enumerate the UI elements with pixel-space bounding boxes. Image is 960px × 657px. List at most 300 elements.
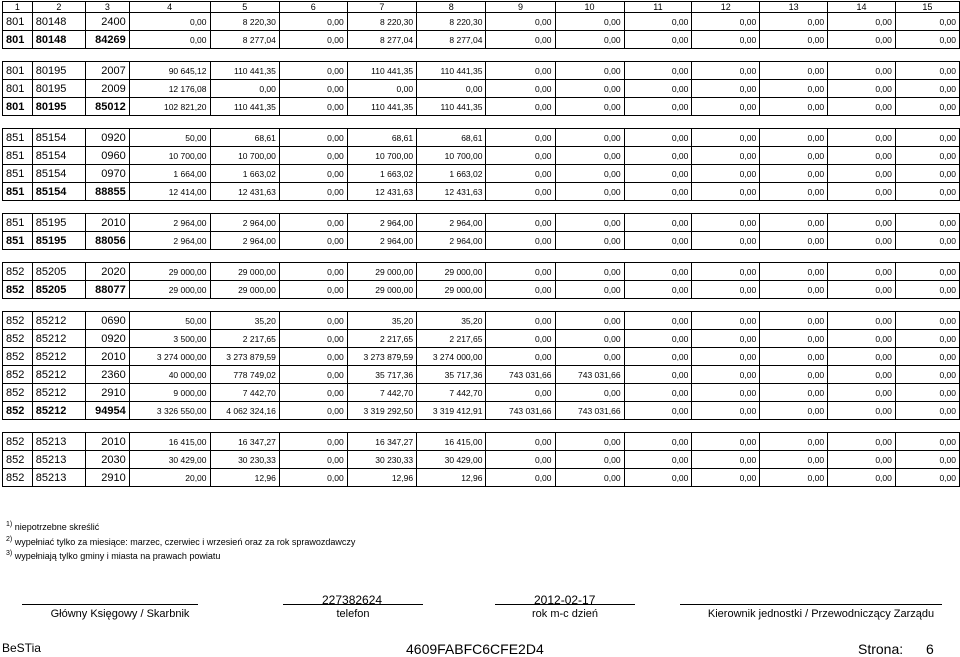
- amount-cell: 0,00: [828, 348, 896, 366]
- code-cell: 2010: [86, 214, 130, 232]
- header-cell: 8: [417, 2, 486, 13]
- amount-cell: 110 441,35: [347, 62, 416, 80]
- amount-cell: 0,00: [486, 31, 555, 49]
- amount-cell: 0,00: [760, 402, 828, 420]
- spacer-cell: [3, 299, 960, 312]
- amount-cell: 0,00: [895, 451, 959, 469]
- code-cell: 851: [3, 147, 33, 165]
- footnote-3: $^{3)}$ wypełniają tylko gminy i miasta na prawach powiatu: [6, 550, 221, 561]
- amount-cell: 0,00: [486, 147, 555, 165]
- amount-cell: 743 031,66: [486, 366, 555, 384]
- amount-cell: 0,00: [486, 98, 555, 116]
- code-cell: 2910: [86, 384, 130, 402]
- code-cell: 88855: [86, 183, 130, 201]
- amount-cell: 0,00: [486, 214, 555, 232]
- amount-cell: 0,00: [624, 433, 692, 451]
- table-row: [3, 469, 960, 487]
- amount-cell: 8 277,04: [210, 31, 279, 49]
- amount-cell: 0,00: [692, 98, 760, 116]
- amount-cell: 2 964,00: [417, 232, 486, 250]
- header-cell: 15: [895, 2, 959, 13]
- amount-cell: 0,00: [692, 348, 760, 366]
- spacer-cell: [3, 201, 960, 214]
- amount-cell: 2 964,00: [210, 232, 279, 250]
- group-spacer: [3, 420, 960, 433]
- amount-cell: 29 000,00: [129, 281, 210, 299]
- spacer-cell: [3, 116, 960, 129]
- page-label: Strona:: [858, 641, 904, 657]
- amount-cell: 35,20: [347, 312, 416, 330]
- amount-cell: 1 664,00: [129, 165, 210, 183]
- amount-cell: 743 031,66: [555, 366, 624, 384]
- amount-cell: 0,00: [624, 469, 692, 487]
- signature-line-head: [680, 604, 942, 605]
- amount-cell: 2 217,65: [210, 330, 279, 348]
- amount-cell: 2 964,00: [347, 214, 416, 232]
- amount-cell: 0,00: [279, 451, 347, 469]
- amount-cell: 0,00: [210, 80, 279, 98]
- code-cell: 85195: [32, 232, 85, 250]
- signature-line-phone: [283, 604, 423, 605]
- amount-cell: 0,00: [624, 402, 692, 420]
- group-spacer: [3, 116, 960, 129]
- amount-cell: 0,00: [828, 469, 896, 487]
- amount-cell: 1 663,02: [347, 165, 416, 183]
- code-cell: 2007: [86, 62, 130, 80]
- amount-cell: 0,00: [279, 366, 347, 384]
- amount-cell: 0,00: [692, 232, 760, 250]
- amount-cell: 2 964,00: [417, 214, 486, 232]
- amount-cell: 0,00: [624, 13, 692, 31]
- amount-cell: 0,00: [279, 80, 347, 98]
- amount-cell: 0,00: [279, 183, 347, 201]
- amount-cell: 90 645,12: [129, 62, 210, 80]
- code-cell: 88056: [86, 232, 130, 250]
- page-number: 6: [926, 641, 934, 657]
- amount-cell: 0,00: [486, 183, 555, 201]
- header-cell: 10: [555, 2, 624, 13]
- amount-cell: 110 441,35: [210, 98, 279, 116]
- table-row: [3, 129, 960, 147]
- amount-cell: 3 274 000,00: [129, 348, 210, 366]
- table-row: [3, 147, 960, 165]
- amount-cell: 12,96: [347, 469, 416, 487]
- amount-cell: 0,00: [692, 451, 760, 469]
- table-row: [3, 165, 960, 183]
- header-cell: 9: [486, 2, 555, 13]
- amount-cell: 0,00: [486, 281, 555, 299]
- amount-cell: 12,96: [210, 469, 279, 487]
- code-cell: 2360: [86, 366, 130, 384]
- amount-cell: 7 442,70: [347, 384, 416, 402]
- amount-cell: 0,00: [555, 62, 624, 80]
- amount-cell: 0,00: [624, 232, 692, 250]
- amount-cell: 0,00: [828, 62, 896, 80]
- amount-cell: 0,00: [486, 451, 555, 469]
- amount-cell: 0,00: [624, 330, 692, 348]
- amount-cell: 0,00: [828, 147, 896, 165]
- amount-cell: 0,00: [279, 31, 347, 49]
- amount-cell: 0,00: [895, 129, 959, 147]
- amount-cell: 0,00: [760, 165, 828, 183]
- amount-cell: 35 717,36: [347, 366, 416, 384]
- amount-cell: 0,00: [692, 281, 760, 299]
- amount-cell: 29 000,00: [417, 263, 486, 281]
- table-row: [3, 263, 960, 281]
- amount-cell: 0,00: [760, 469, 828, 487]
- amount-cell: 0,00: [895, 433, 959, 451]
- code-cell: 2010: [86, 433, 130, 451]
- amount-cell: 0,00: [760, 433, 828, 451]
- code-cell: 85154: [32, 129, 85, 147]
- amount-cell: 0,00: [895, 147, 959, 165]
- header-cell: 3: [86, 2, 130, 13]
- amount-cell: 0,00: [828, 263, 896, 281]
- amount-cell: 0,00: [486, 469, 555, 487]
- head-label: Kierownik jednostki / Przewodniczący Zarządu: [707, 608, 935, 620]
- amount-cell: 0,00: [692, 402, 760, 420]
- amount-cell: 110 441,35: [417, 62, 486, 80]
- amount-cell: 12 431,63: [210, 183, 279, 201]
- amount-cell: 0,00: [279, 232, 347, 250]
- amount-cell: 0,00: [828, 232, 896, 250]
- code-cell: 852: [3, 330, 33, 348]
- code-cell: 85195: [32, 214, 85, 232]
- amount-cell: 0,00: [555, 98, 624, 116]
- amount-cell: 3 274 000,00: [417, 348, 486, 366]
- header-cell: 11: [624, 2, 692, 13]
- spacer-cell: [3, 420, 960, 433]
- table-row: [3, 330, 960, 348]
- amount-cell: 0,00: [692, 214, 760, 232]
- amount-cell: 0,00: [486, 129, 555, 147]
- amount-cell: 0,00: [279, 98, 347, 116]
- amount-cell: 0,00: [828, 183, 896, 201]
- amount-cell: 0,00: [760, 80, 828, 98]
- code-cell: 801: [3, 62, 33, 80]
- amount-cell: 7 442,70: [417, 384, 486, 402]
- amount-cell: 0,00: [692, 13, 760, 31]
- amount-cell: 68,61: [347, 129, 416, 147]
- code-cell: 85154: [32, 183, 85, 201]
- amount-cell: 0,00: [895, 330, 959, 348]
- code-cell: 852: [3, 384, 33, 402]
- amount-cell: 0,00: [555, 183, 624, 201]
- code-cell: 2010: [86, 348, 130, 366]
- amount-cell: 0,00: [760, 98, 828, 116]
- amount-cell: 0,00: [895, 165, 959, 183]
- amount-cell: 0,00: [760, 312, 828, 330]
- footnotes: [6, 519, 355, 563]
- amount-cell: 0,00: [692, 31, 760, 49]
- amount-cell: 0,00: [692, 384, 760, 402]
- amount-cell: 0,00: [828, 384, 896, 402]
- code-cell: 852: [3, 312, 33, 330]
- code-cell: 0920: [86, 129, 130, 147]
- amount-cell: 0,00: [279, 348, 347, 366]
- amount-cell: 12 431,63: [347, 183, 416, 201]
- code-cell: 0960: [86, 147, 130, 165]
- amount-cell: 0,00: [555, 165, 624, 183]
- amount-cell: 0,00: [760, 348, 828, 366]
- code-cell: 851: [3, 232, 33, 250]
- code-cell: 0690: [86, 312, 130, 330]
- table-row: [3, 366, 960, 384]
- amount-cell: 0,00: [692, 433, 760, 451]
- amount-cell: 0,00: [486, 312, 555, 330]
- group-spacer: [3, 299, 960, 312]
- code-cell: 801: [3, 13, 33, 31]
- amount-cell: 1 663,02: [417, 165, 486, 183]
- table-row: [3, 62, 960, 80]
- amount-cell: 0,00: [555, 433, 624, 451]
- amount-cell: 12 176,08: [129, 80, 210, 98]
- amount-cell: 0,00: [624, 348, 692, 366]
- amount-cell: 0,00: [279, 402, 347, 420]
- phone-label: telefon: [336, 608, 370, 620]
- amount-cell: 0,00: [692, 469, 760, 487]
- amount-cell: 0,00: [624, 214, 692, 232]
- code-cell: 88077: [86, 281, 130, 299]
- amount-cell: 0,00: [760, 13, 828, 31]
- table-row: [3, 13, 960, 31]
- code-cell: 852: [3, 281, 33, 299]
- footnote-2: $^{2)}$ wypełniać tylko za miesiące: marzec, czerwiec i wrzesień oraz za rok sprawozdawczy: [6, 535, 356, 547]
- header-cell: 13: [760, 2, 828, 13]
- code-cell: 2910: [86, 469, 130, 487]
- code-cell: 85212: [32, 402, 85, 420]
- amount-cell: 0,00: [624, 165, 692, 183]
- code-cell: 85212: [32, 330, 85, 348]
- amount-cell: 0,00: [760, 384, 828, 402]
- code-cell: 85205: [32, 281, 85, 299]
- report-table: [2, 1, 960, 487]
- amount-cell: 0,00: [624, 384, 692, 402]
- amount-cell: 0,00: [895, 281, 959, 299]
- amount-cell: 102 821,20: [129, 98, 210, 116]
- amount-cell: 0,00: [828, 451, 896, 469]
- amount-cell: 30 429,00: [417, 451, 486, 469]
- amount-cell: 4 062 324,16: [210, 402, 279, 420]
- amount-cell: 30 429,00: [129, 451, 210, 469]
- table-row: [3, 312, 960, 330]
- amount-cell: 2 964,00: [129, 232, 210, 250]
- spacer-cell: [3, 250, 960, 263]
- amount-cell: 0,00: [279, 469, 347, 487]
- amount-cell: 0,00: [486, 330, 555, 348]
- amount-cell: 12 431,63: [417, 183, 486, 201]
- amount-cell: 0,00: [692, 183, 760, 201]
- amount-cell: 0,00: [279, 384, 347, 402]
- code-cell: 2020: [86, 263, 130, 281]
- subtotal-row: [3, 402, 960, 420]
- amount-cell: 0,00: [828, 330, 896, 348]
- subtotal-row: [3, 98, 960, 116]
- code-cell: 2009: [86, 80, 130, 98]
- amount-cell: 29 000,00: [417, 281, 486, 299]
- amount-cell: 0,00: [692, 129, 760, 147]
- amount-cell: 10 700,00: [347, 147, 416, 165]
- document-code: 4609FABFC6CFE2D4: [406, 641, 544, 657]
- subtotal-row: [3, 31, 960, 49]
- amount-cell: 0,00: [760, 31, 828, 49]
- code-cell: 80195: [32, 80, 85, 98]
- table-row: [3, 348, 960, 366]
- header-cell: 7: [347, 2, 416, 13]
- amount-cell: 0,00: [555, 214, 624, 232]
- code-cell: 2030: [86, 451, 130, 469]
- amount-cell: 10 700,00: [210, 147, 279, 165]
- amount-cell: 0,00: [692, 263, 760, 281]
- amount-cell: 0,00: [828, 80, 896, 98]
- code-cell: 80148: [32, 31, 85, 49]
- amount-cell: 0,00: [279, 312, 347, 330]
- amount-cell: 0,00: [555, 451, 624, 469]
- amount-cell: 0,00: [624, 281, 692, 299]
- amount-cell: 2 964,00: [210, 214, 279, 232]
- amount-cell: 0,00: [692, 312, 760, 330]
- amount-cell: 12,96: [417, 469, 486, 487]
- amount-cell: 12 414,00: [129, 183, 210, 201]
- amount-cell: 0,00: [486, 13, 555, 31]
- header-cell: 14: [828, 2, 896, 13]
- amount-cell: 3 319 292,50: [347, 402, 416, 420]
- amount-cell: 30 230,33: [347, 451, 416, 469]
- amount-cell: 0,00: [624, 62, 692, 80]
- amount-cell: 0,00: [624, 98, 692, 116]
- amount-cell: 29 000,00: [210, 263, 279, 281]
- amount-cell: 0,00: [555, 13, 624, 31]
- amount-cell: 2 217,65: [417, 330, 486, 348]
- amount-cell: 29 000,00: [129, 263, 210, 281]
- amount-cell: 0,00: [895, 232, 959, 250]
- amount-cell: 0,00: [417, 80, 486, 98]
- amount-cell: 778 749,02: [210, 366, 279, 384]
- amount-cell: 0,00: [828, 214, 896, 232]
- header-cell: 5: [210, 2, 279, 13]
- amount-cell: 0,00: [895, 98, 959, 116]
- amount-cell: 2 217,65: [347, 330, 416, 348]
- amount-cell: 0,00: [895, 312, 959, 330]
- amount-cell: 0,00: [555, 312, 624, 330]
- spacer-cell: [3, 49, 960, 62]
- amount-cell: 0,00: [279, 263, 347, 281]
- amount-cell: 0,00: [760, 147, 828, 165]
- amount-cell: 0,00: [555, 281, 624, 299]
- group-spacer: [3, 250, 960, 263]
- amount-cell: 0,00: [486, 348, 555, 366]
- amount-cell: 35,20: [210, 312, 279, 330]
- amount-cell: 16 347,27: [347, 433, 416, 451]
- amount-cell: 0,00: [347, 80, 416, 98]
- code-cell: 80148: [32, 13, 85, 31]
- code-cell: 851: [3, 183, 33, 201]
- amount-cell: 0,00: [555, 263, 624, 281]
- code-cell: 85212: [32, 348, 85, 366]
- amount-cell: 50,00: [129, 129, 210, 147]
- amount-cell: 0,00: [692, 330, 760, 348]
- code-cell: 85212: [32, 366, 85, 384]
- code-cell: 801: [3, 31, 33, 49]
- amount-cell: 8 277,04: [417, 31, 486, 49]
- code-cell: 2400: [86, 13, 130, 31]
- amount-cell: 0,00: [486, 384, 555, 402]
- amount-cell: 0,00: [760, 451, 828, 469]
- amount-cell: 0,00: [895, 402, 959, 420]
- code-cell: 0920: [86, 330, 130, 348]
- date-value: 2012-02-17: [534, 593, 596, 607]
- code-cell: 85213: [32, 433, 85, 451]
- amount-cell: 2 964,00: [129, 214, 210, 232]
- amount-cell: 3 319 412,91: [417, 402, 486, 420]
- header-cell: 2: [32, 2, 85, 13]
- amount-cell: 0,00: [692, 366, 760, 384]
- amount-cell: 0,00: [624, 147, 692, 165]
- amount-cell: 3 273 879,59: [210, 348, 279, 366]
- amount-cell: 110 441,35: [417, 98, 486, 116]
- amount-cell: 0,00: [279, 165, 347, 183]
- code-cell: 80195: [32, 62, 85, 80]
- amount-cell: 0,00: [624, 31, 692, 49]
- amount-cell: 0,00: [828, 13, 896, 31]
- subtotal-row: [3, 281, 960, 299]
- chief-accountant-label: Główny Księgowy / Skarbnik: [50, 608, 190, 620]
- code-cell: 85012: [86, 98, 130, 116]
- amount-cell: 0,00: [760, 263, 828, 281]
- code-cell: 852: [3, 263, 33, 281]
- table-row: [3, 384, 960, 402]
- amount-cell: 0,00: [129, 31, 210, 49]
- amount-cell: 3 326 550,00: [129, 402, 210, 420]
- amount-cell: 0,00: [828, 366, 896, 384]
- amount-cell: 0,00: [279, 281, 347, 299]
- code-cell: 85154: [32, 147, 85, 165]
- amount-cell: 0,00: [624, 80, 692, 98]
- code-cell: 85213: [32, 451, 85, 469]
- amount-cell: 0,00: [486, 62, 555, 80]
- code-cell: 852: [3, 469, 33, 487]
- amount-cell: 0,00: [486, 80, 555, 98]
- subtotal-row: [3, 232, 960, 250]
- amount-cell: 0,00: [760, 183, 828, 201]
- amount-cell: 0,00: [828, 281, 896, 299]
- amount-cell: 16 415,00: [417, 433, 486, 451]
- group-spacer: [3, 49, 960, 62]
- header-cell: 4: [129, 2, 210, 13]
- amount-cell: 0,00: [895, 263, 959, 281]
- amount-cell: 40 000,00: [129, 366, 210, 384]
- amount-cell: 0,00: [828, 402, 896, 420]
- footnote-1: $^{1)}$ niepotrzebne skreślić: [6, 521, 100, 532]
- code-cell: 0970: [86, 165, 130, 183]
- amount-cell: 0,00: [624, 183, 692, 201]
- amount-cell: 0,00: [895, 348, 959, 366]
- amount-cell: 0,00: [760, 366, 828, 384]
- code-cell: 801: [3, 98, 33, 116]
- amount-cell: 0,00: [555, 348, 624, 366]
- amount-cell: 110 441,35: [347, 98, 416, 116]
- code-cell: 85213: [32, 469, 85, 487]
- amount-cell: 0,00: [279, 214, 347, 232]
- header-cell: 6: [279, 2, 347, 13]
- table-row: [3, 433, 960, 451]
- amount-cell: 0,00: [279, 129, 347, 147]
- amount-cell: 0,00: [486, 263, 555, 281]
- amount-cell: 0,00: [895, 366, 959, 384]
- code-cell: 851: [3, 214, 33, 232]
- amount-cell: 29 000,00: [347, 263, 416, 281]
- code-cell: 852: [3, 366, 33, 384]
